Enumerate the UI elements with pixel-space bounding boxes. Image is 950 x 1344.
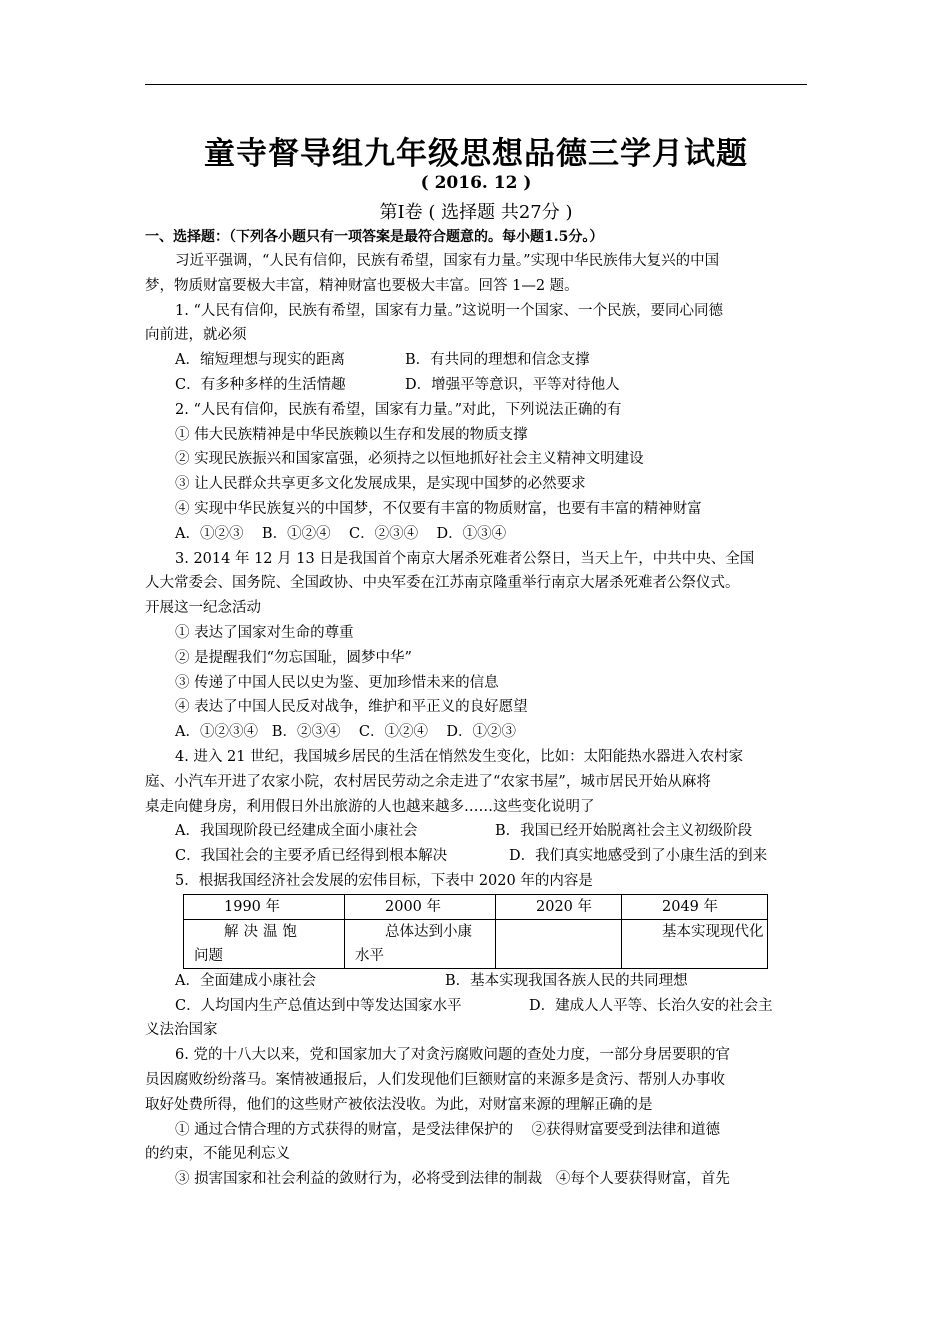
question-2-options: A．①②③ B．①②④ C．②③④ D．①③④ [175,525,507,542]
statement: ③ 传递了中国人民以史为鉴、更加珍惜未来的信息 [175,674,499,691]
option-c: C．有多种多样的生活情趣 [175,376,346,393]
option-b: B．我国已经开始脱离社会主义初级阶段 [495,823,753,840]
question-3-options: A．①②③④ B．②③④ C．①②④ D．①②③ [175,724,517,741]
table-cell [622,944,768,969]
option-a: A．缩短理想与现实的距离 [175,352,345,369]
question-1-options-row [145,373,807,398]
question-6-stem: 员因腐败纷纷落马。案情被通报后，人们发现他们巨额财富的来源多是贪污、帮别人办事收 [145,1071,725,1088]
question-4-stem: 庭、小汽车开进了农家小院，农村居民劳动之余走进了“农家书屋”，城市居民开始从麻将 [145,773,711,790]
volume-heading: 第Ⅰ卷 ( 选择题 共27分 ) [379,202,573,223]
option-d-continued: 义法治国家 [145,1022,218,1039]
option-b: B．有共同的理想和信念支撑 [405,352,590,369]
question-4-stem: 桌走向健身房，利用假日外出旅游的人也越来越多……这些变化说明了 [145,798,595,815]
statement: 的约束，不能见利忘义 [145,1146,290,1163]
question-1-stem: 向前进，就必须 [145,327,247,344]
table-cell: 基本实现现代化 [622,919,768,944]
question-5-options-row [145,994,807,1019]
table-cell: 解决温饱 [184,919,345,944]
table-header-cell: 2000 年 [345,894,496,919]
question-1-options-row [145,348,807,373]
exam-title: 童寺督导组九年级思想品德三学月试题 [204,136,748,172]
statement: ① 表达了国家对生命的尊重 [175,624,354,641]
option-c: C．人均国内生产总值达到中等发达国家水平 [175,997,462,1014]
question-5-stem: 5．根据我国经济社会发展的宏伟目标，下表中 2020 年的内容是 [175,872,593,889]
option-a: A．全面建成小康社会 [175,972,316,989]
question-2-stem: 2. “人民有信仰，民族有希望，国家有力量。”对此，下列说法正确的有 [175,401,622,418]
question-4-options-row [145,844,807,869]
goals-table [183,894,768,969]
question-3-stem: 3. 2014 年 12 月 13 日是我国首个南京大屠杀死难者公祭日，当天上午，中共中央、全国 [175,550,755,567]
option-a: A．我国现阶段已经建成全面小康社会 [175,823,418,840]
table-cell: 水平 [345,944,496,969]
table-cell [496,919,622,944]
statement: ③ 损害国家和社会利益的敛财行为，必将受到法律的制裁 ④每个人要获得财富，首先 [175,1171,730,1188]
intro-line: 习近平强调，“人民有信仰，民族有希望，国家有力量。”实现中华民族伟大复兴的中国 [175,253,720,269]
table-row [184,944,768,969]
table-header-cell: 2049 年 [622,894,768,919]
table-header-cell: 2020 年 [496,894,622,919]
table-cell: 问题 [184,944,345,969]
intro-line: 梦，物质财富要极大丰富，精神财富也要极大丰富。回答 1—2 题。 [145,277,579,294]
statement: ① 伟大民族精神是中华民族赖以生存和发展的物质支撑 [175,426,528,443]
question-4-options-row [145,819,807,844]
questions-body [145,249,807,1192]
option-c: C．我国社会的主要矛盾已经得到根本解决 [175,848,448,865]
statement: ③ 让人民群众共享更多文化发展成果，是实现中国梦的必然要求 [175,476,586,493]
section-heading: 一、选择题：（下列各小题只有一项答案是最符合题意的。每小题1.5分。） [145,229,604,245]
option-b: B．基本实现我国各族人民的共同理想 [445,972,688,989]
table-cell [496,944,622,969]
question-6-stem: 6. 党的十八大以来，党和国家加大了对贪污腐败问题的查处力度，一部分身居要职的官 [175,1047,730,1064]
exam-date: ( 2016. 12 ) [420,173,532,193]
table-cell: 总体达到小康 [345,919,496,944]
option-d: D．建成人人平等、长治久安的社会主 [529,997,773,1014]
option-d: D．我们真实地感受到了小康生活的到来 [509,848,768,865]
question-3-stem: 人大常委会、国务院、全国政协、中央军委在江苏南京隆重举行南京大屠杀死难者公祭仪式。 [145,575,740,592]
question-1-stem: 1. “人民有信仰，民族有希望，国家有力量。”这说明一个国家、一个民族，要同心同德 [175,302,724,319]
statement: ① 通过合情合理的方式获得的财富，是受法律保护的 ②获得财富要受到法律和道德 [175,1121,721,1138]
statement: ④ 表达了中国人民反对战争，维护和平正义的良好愿望 [175,699,528,716]
statement: ② 实现民族振兴和国家富强，必须持之以恒地抓好社会主义精神文明建设 [175,451,644,468]
question-3-stem: 开展这一纪念活动 [145,600,261,617]
table-header-cell: 1990 年 [184,894,345,919]
header-rule [145,84,807,85]
table-row [184,919,768,944]
statement: ② 是提醒我们“勿忘国耻，圆梦中华” [175,649,412,666]
table-header-row [184,894,768,919]
question-6-stem: 取好处费所得，他们的这些财产被依法没收。为此，对财富来源的理解正确的是 [145,1096,653,1113]
question-4-stem: 4. 进入 21 世纪，我国城乡居民的生活在悄然发生变化，比如：太阳能热水器进入农村家 [175,748,744,765]
question-5-options-row [145,969,807,994]
statement: ④ 实现中华民族复兴的中国梦，不仅要有丰富的物质财富，也要有丰富的精神财富 [175,500,702,517]
option-d: D．增强平等意识，平等对待他人 [405,376,620,393]
